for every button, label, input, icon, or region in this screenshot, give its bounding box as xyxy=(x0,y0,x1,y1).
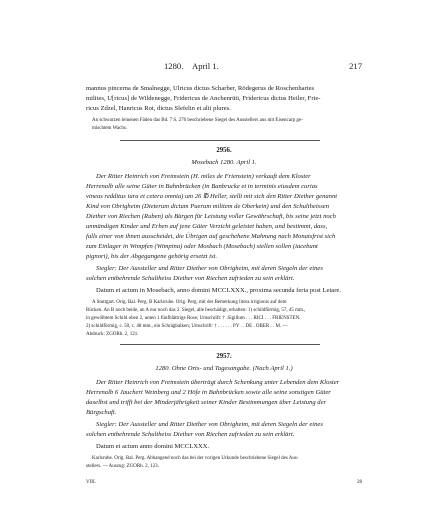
header-year: 1280. xyxy=(164,61,184,71)
divider xyxy=(120,140,320,141)
archive-line: in gewölbtem Schild oben 2, unten 1 fünfblättrige Rose; Umschrift: † .Sigillum . . . RICI . . . FRIENSTEN. xyxy=(86,316,301,321)
regest-line: vineas redditus iura et cetera omnia) um 26 ℔ Heller, stellt mit sich den Ritter Diether genannt xyxy=(86,193,338,200)
archive-line: Rücken. An B noch beide, an A nur noch das 2. Siegel, alle beschädigt, erhalten: 1) schildförmig, 57, 45 mm., xyxy=(86,308,306,313)
note-line: mischtem Wachs. xyxy=(92,126,128,131)
document-title: Mosebach 1280. April 1. xyxy=(191,159,257,166)
regest-line: daselbst und trifft bei der Minderjährigkeit seiner Kinder Bestimmungen über Leistung der xyxy=(86,399,327,406)
text-line: milites, U[ricus] de Wildenegge, Fridericus de Anchenrüti, Fridericus dictus Heiler, Frie- xyxy=(86,95,321,102)
sigler-line: solchen entbehrende Schultheiss Diether von Riechen zufrieden zu sein erklärt. xyxy=(86,431,295,438)
text-line: mannus pincerna de Smalnegge, Ulricus dictus Scharber, Rödegerus de Roschenhartes xyxy=(86,85,315,92)
archive-line: 2) schildförmig, c. 50, c. 48 mm., ein Schrägbalken; Umschrift: † . . . . . . PY . . DE . OBER . . M. — xyxy=(86,324,288,329)
document-number: 2957. xyxy=(216,353,232,360)
archive-line: Karlsruhe. Orig. Bal. Perg. Abhangend noch das bei der vorigen Urkunde beschriebene Siegel des Aus- xyxy=(92,456,299,461)
sigler-line: Siegler: Der Aussteller und Ritter Diether von Obrigheim, mit deren Siegeln der eines xyxy=(96,421,323,428)
regest-line: Der Ritter Heinrich von Freimstein (H. miles de Frienstein) verkauft dem Kloster xyxy=(96,173,311,180)
regest-line: zum Einlager in Wimpfen (Wimpina) oder Mosbach (Mosebach) stellen sollen (iacebunt xyxy=(86,243,318,250)
regest-line: falls einer von ihnen ausscheidet, die Übrigen auf geschehene Mahnung nach Monatsfrist sich xyxy=(86,233,336,240)
regest-line: Diether von Riechen (Ruben) als Bürgen für Leistung voller Gewährschaft, bis seine jetzt noch xyxy=(86,213,336,220)
header-date: April 1. xyxy=(192,61,219,71)
document-number: 2956. xyxy=(216,147,232,154)
regest-line: unmündigen Kinder und Erben auf jene Güter Verzicht geleistet haben, und bestimmt, dass, xyxy=(86,223,328,230)
datum-line: Datum et actum anno domini MCCLXXX. xyxy=(96,443,210,450)
page-footer xyxy=(86,480,362,485)
sheet-number: 28 xyxy=(357,480,362,485)
sigler-line: solchen entbehrende Schultheiss Diether von Riechen zufrieden zu sein erklärt. xyxy=(86,275,295,282)
text-column xyxy=(86,0,362,512)
archive-line: A Stuttgart. Orig. Bal. Perg. B Karlsruhe. Orig. Perg. mit der Bemerkung litera irrigionis auf dem xyxy=(92,300,287,305)
regest-line: Bürgschaft. xyxy=(86,409,117,416)
regest-line: pignori), bis der Abgegangene gehörig ersetzt ist. xyxy=(86,253,218,260)
signature-mark: VIII. xyxy=(86,480,96,485)
sigler-line: Siegler: Der Aussteller und Ritter Diether von Obrigheim, mit deren Siegeln der eines xyxy=(96,265,323,272)
archive-line: Abdruck: ZGORh. 2, 121. xyxy=(86,332,139,337)
document-title: 1280. Ohne Orts- und Tagesangabe. (Nach April 1.) xyxy=(155,365,293,372)
text-line: ricus Zdzel, Hanricus Rot, dictus Slefelin et alii plures. xyxy=(86,105,231,112)
regest-line: Herrenalb alle seine Güter in Bahnbrücken (in Banbrucke et in terminis eiusdem curias xyxy=(86,183,318,190)
note-line: An schwarzen leinenen Fäden das Bd. 7 S. 276 beschriebene Siegel des Ausstellers aus mit Eisencarp ge- xyxy=(92,118,303,123)
page-number: 217 xyxy=(349,61,362,71)
regest-line: Der Ritter Heinrich von Freimstein überträgt durch Schenkung unter Lebenden dem Kloster xyxy=(96,379,340,386)
regest-line: Kind von Obrigheim (Dieterum dictum Puerum militem de Oberkein) und den Schultheissen xyxy=(86,203,330,210)
archive-line: stellers. — Auszug: ZGORh. 2, 123. xyxy=(86,464,159,469)
datum-line: Datum et actum in Mosebach, anno domini MCCLXXX., proxima secunda feria post Letare. xyxy=(96,287,342,294)
regest-line: Herrenalb 6 Jauchert Weinberg und 2 Höfe in Bahnbrücken sowie alle seine sonstigen Güter xyxy=(86,389,331,396)
divider xyxy=(120,344,320,345)
